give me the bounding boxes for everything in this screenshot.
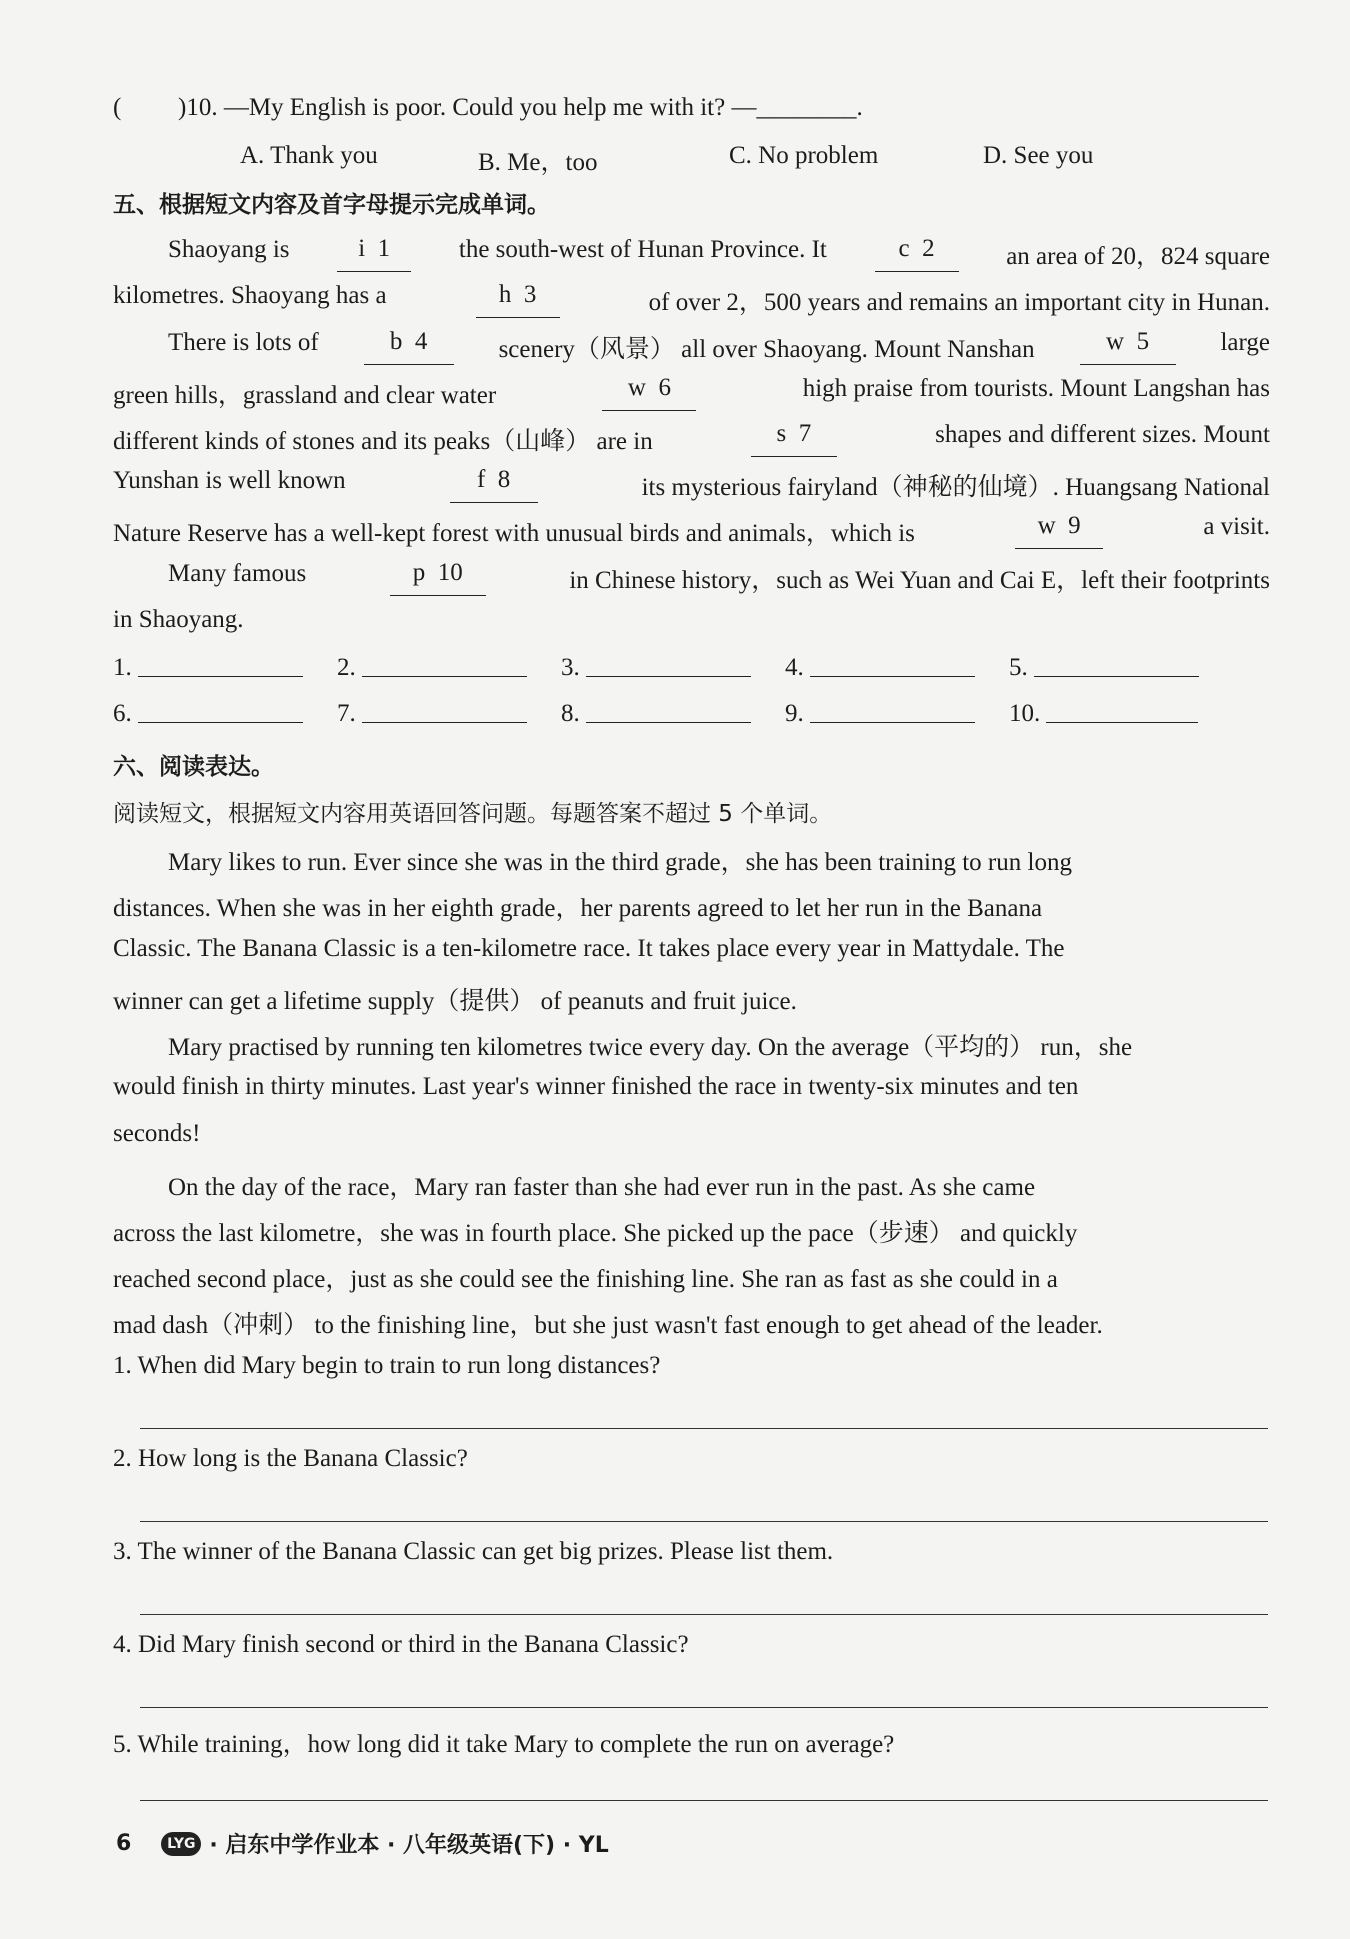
passage-line: On the day of the race，Mary ran faster than she had ever run in the past. As she came: [168, 1174, 1036, 1201]
q10-option-d: D. See you: [983, 142, 1094, 169]
answer-blank-2[interactable]: 2.: [337, 654, 527, 682]
answer-blank-5[interactable]: 5.: [1009, 654, 1199, 682]
s5-line-1: Shaoyang is i 1 the south-west of Hunan Province. It c 2 an area of 20，824 square: [168, 235, 1270, 270]
answer-line-1[interactable]: [140, 1428, 1268, 1429]
blank-10: p 10: [390, 560, 486, 596]
s5-line-5: different kinds of stones and its peaks（山峰） are in s 7 shapes and different sizes. Mount: [113, 420, 1270, 455]
s5-line-9: in Shaoyang.: [113, 606, 244, 633]
page-number: 6: [116, 1831, 132, 1856]
question-1: 1. When did Mary begin to train to run long distances?: [113, 1352, 661, 1379]
answer-line-5[interactable]: [140, 1800, 1268, 1801]
blank-4: b 4: [364, 329, 454, 365]
blank-9: w 9: [1015, 513, 1103, 549]
blank-7: s 7: [751, 421, 837, 457]
blank-8: f 8: [450, 467, 538, 503]
answer-blank-10[interactable]: 10.: [1009, 700, 1198, 728]
s5-line-6: Yunshan is well known f 8 its mysterious fairyland（神秘的仙境）. Huangsang National: [113, 466, 1270, 501]
answer-blank-3[interactable]: 3.: [561, 654, 751, 682]
passage-line: mad dash（冲刺） to the finishing line，but she just wasn't fast enough to get ahead of the leader.: [113, 1312, 1103, 1339]
answer-blank-7[interactable]: 7.: [337, 700, 527, 728]
answer-line-2[interactable]: [140, 1521, 1268, 1522]
blank-6: w 6: [602, 375, 696, 411]
question-3: 3. The winner of the Banana Classic can get big prizes. Please list them.: [113, 1538, 834, 1565]
passage-line: would finish in thirty minutes. Last year's winner finished the race in twenty-six minutes and ten: [113, 1073, 1079, 1100]
passage-line: distances. When she was in her eighth grade，her parents agreed to let her run in the Banana: [113, 895, 1043, 922]
q10-option-c: C. No problem: [729, 142, 879, 169]
q10-option-a: A. Thank you: [240, 142, 378, 169]
q10-stem: )10. —My English is poor. Could you help me with it? —________.: [178, 94, 863, 121]
footer-title: · 启东中学作业本 · 八年级英语(下) · YL: [209, 1833, 609, 1858]
passage-line: winner can get a lifetime supply（提供） of peanuts and fruit juice.: [113, 988, 797, 1015]
passage-line: seconds!: [113, 1120, 201, 1147]
page-footer: [116, 1828, 609, 1859]
s5-line-7: Nature Reserve has a well-kept forest with unusual birds and animals，which is w 9 a visit.: [113, 512, 1270, 547]
q10-option-b: B. Me，too: [478, 149, 598, 176]
section6-heading: 六、阅读表达。: [113, 754, 274, 780]
passage-line: reached second place，just as she could see the finishing line. She ran as fast as she could in a: [113, 1266, 1058, 1293]
passage-line: Classic. The Banana Classic is a ten-kilometre race. It takes place every year in Mattydale. The: [113, 935, 1065, 962]
passage-line: across the last kilometre，she was in fourth place. She picked up the pace（步速） and quickly: [113, 1220, 1078, 1247]
section6-instruction: 阅读短文，根据短文内容用英语回答问题。每题答案不超过 5 个单词。: [113, 801, 833, 827]
answer-blank-9[interactable]: 9.: [785, 700, 975, 728]
answer-line-4[interactable]: [140, 1707, 1268, 1708]
s5-line-3: There is lots of b 4 scenery（风景） all over Shaoyang. Mount Nanshan w 5 large: [168, 328, 1270, 363]
blank-5: w 5: [1080, 329, 1176, 365]
s5-line-8: Many famous p 10 in Chinese history，such as Wei Yuan and Cai E，left their footprints: [168, 559, 1270, 594]
s5-line-4: green hills，grassland and clear water w 6 high praise from tourists. Mount Langshan has: [113, 374, 1270, 409]
question-4: 4. Did Mary finish second or third in the Banana Classic?: [113, 1631, 689, 1658]
passage-line: Mary likes to run. Ever since she was in the third grade，she has been training to run long: [168, 849, 1072, 876]
answer-blank-1[interactable]: 1.: [113, 654, 303, 682]
blank-2: c 2: [875, 236, 959, 272]
question-2: 2. How long is the Banana Classic?: [113, 1445, 468, 1472]
answer-blank-8[interactable]: 8.: [561, 700, 751, 728]
blank-3: h 3: [476, 282, 560, 318]
passage-line: Mary practised by running ten kilometres twice every day. On the average（平均的） run，she: [168, 1034, 1133, 1061]
section5-heading: 五、根据短文内容及首字母提示完成单词。: [113, 192, 550, 218]
answer-line-3[interactable]: [140, 1614, 1268, 1615]
question-5: 5. While training，how long did it take Mary to complete the run on average?: [113, 1731, 895, 1758]
answer-blank-4[interactable]: 4.: [785, 654, 975, 682]
answer-blank-6[interactable]: 6.: [113, 700, 303, 728]
publisher-logo-badge: LYG: [161, 1832, 201, 1856]
blank-1: i 1: [337, 236, 411, 272]
q10-paren: (: [113, 94, 122, 121]
s5-line-2: kilometres. Shaoyang has a h 3 of over 2，500 years and remains an important city in Hunan.: [113, 281, 1270, 316]
